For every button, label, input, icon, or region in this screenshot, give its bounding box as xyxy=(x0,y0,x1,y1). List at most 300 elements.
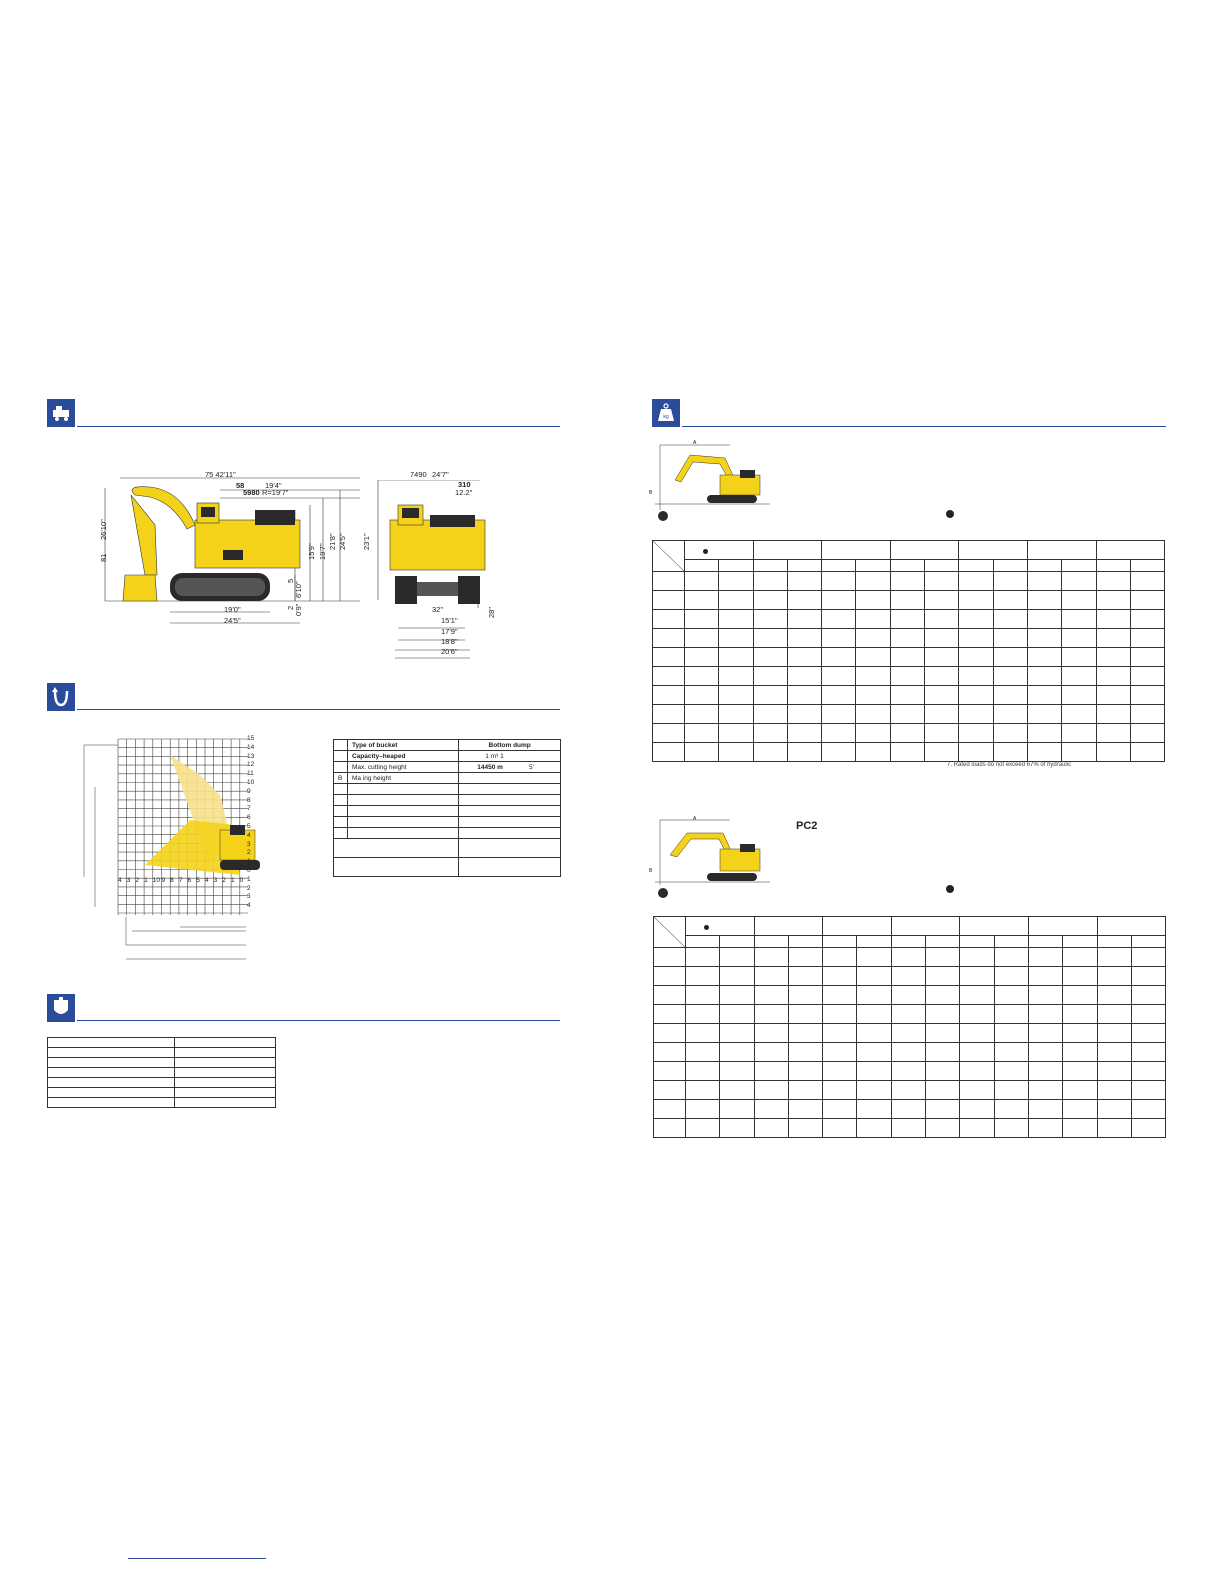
table-cell xyxy=(1130,724,1164,743)
table-cell xyxy=(720,1062,754,1081)
dim-label: 5980 xyxy=(243,488,260,497)
dim-label: 0'9" xyxy=(294,603,303,616)
table-cell xyxy=(959,572,993,591)
table-cell xyxy=(720,1024,754,1043)
table-header-cell xyxy=(1063,936,1097,948)
table-cell xyxy=(686,1024,720,1043)
table-cell xyxy=(822,743,856,762)
table-cell xyxy=(686,948,720,967)
table-row xyxy=(653,648,1165,667)
table-row xyxy=(653,724,1165,743)
lifting-diagram xyxy=(645,815,770,900)
dim-label: 19'7" xyxy=(318,543,327,560)
table-cell xyxy=(993,705,1027,724)
table-cell xyxy=(1130,686,1164,705)
table-cell xyxy=(1027,686,1061,705)
scale-label: 14 xyxy=(247,743,255,751)
table-cell xyxy=(753,648,787,667)
lifting-capacity-table xyxy=(653,916,1166,1138)
table-cell xyxy=(890,572,924,591)
table-cell xyxy=(959,610,993,629)
table-corner xyxy=(654,917,686,948)
table-cell xyxy=(685,724,719,743)
table-header-cell xyxy=(1062,560,1096,572)
table-cell xyxy=(856,667,890,686)
scale-label: 7 xyxy=(178,877,183,884)
table-cell xyxy=(1062,648,1096,667)
load-radius-icon xyxy=(704,925,709,930)
table-cell xyxy=(891,948,925,967)
table-cell xyxy=(788,1100,822,1119)
scale-label: 10 xyxy=(152,877,160,884)
table-cell xyxy=(890,724,924,743)
dim-label: 21'8" xyxy=(328,533,337,550)
dim-label: 12.2" xyxy=(455,488,473,497)
scale-label: 0 xyxy=(247,867,251,874)
table-cell xyxy=(856,686,890,705)
dim-label-a: A xyxy=(693,440,697,446)
dim-label: 7490 xyxy=(410,470,427,479)
table-cell xyxy=(1131,1062,1165,1081)
table-cell xyxy=(653,667,685,686)
table-cell xyxy=(890,667,924,686)
table-cell: Max. cutting height xyxy=(347,762,458,773)
table-cell xyxy=(719,743,753,762)
table-cell xyxy=(685,591,719,610)
front-view-drawing xyxy=(370,480,500,660)
table-cell xyxy=(1097,1043,1131,1062)
table-cell xyxy=(857,1024,891,1043)
table-cell xyxy=(960,967,994,986)
table-cell xyxy=(754,948,788,967)
table-header-cell xyxy=(891,917,960,936)
table-row xyxy=(334,828,561,839)
table-row xyxy=(48,1078,276,1088)
scale-label: 11 xyxy=(247,770,254,778)
table-cell xyxy=(753,705,787,724)
table-header-cell xyxy=(960,936,994,948)
table-cell xyxy=(856,572,890,591)
table-header-cell xyxy=(993,560,1027,572)
table-row xyxy=(334,806,561,817)
table-cell xyxy=(719,648,753,667)
table-cell xyxy=(787,705,821,724)
table-cell xyxy=(653,629,685,648)
table-cell: 14450 m xyxy=(477,763,503,771)
table-cell xyxy=(925,648,959,667)
table-cell xyxy=(720,1005,754,1024)
scale-label: 9 xyxy=(247,787,251,795)
table-cell xyxy=(720,1081,754,1100)
table-cell xyxy=(890,591,924,610)
table-cell xyxy=(787,724,821,743)
table-row xyxy=(48,1038,276,1048)
table-cell xyxy=(1131,1100,1165,1119)
table-row xyxy=(334,858,561,877)
footer-link-line[interactable] xyxy=(128,1558,266,1559)
table-cell: Type of bucket xyxy=(347,740,458,751)
table-cell xyxy=(891,1043,925,1062)
table-cell xyxy=(787,629,821,648)
table-cell xyxy=(926,986,960,1005)
working-range-icon xyxy=(47,683,75,711)
table-header-cell xyxy=(1028,917,1097,936)
section-divider xyxy=(77,709,560,710)
table-cell xyxy=(891,967,925,986)
table-row xyxy=(654,1100,1166,1119)
table-cell xyxy=(685,743,719,762)
table-cell xyxy=(1131,1005,1165,1024)
table-cell xyxy=(685,610,719,629)
dim-label: 15'1" xyxy=(441,616,458,625)
table-header-cell xyxy=(959,541,1028,560)
table-cell xyxy=(1096,629,1130,648)
table-cell xyxy=(719,686,753,705)
table-cell xyxy=(787,743,821,762)
table-cell xyxy=(959,648,993,667)
table-cell xyxy=(857,1100,891,1119)
scale-label: 1 xyxy=(144,877,148,884)
table-cell xyxy=(686,986,720,1005)
table-cell xyxy=(822,610,856,629)
table-header-cell xyxy=(960,917,1029,936)
table-cell xyxy=(654,1119,686,1138)
scale-label: 6 xyxy=(187,877,192,884)
table-row xyxy=(334,795,561,806)
model-label: PC2 xyxy=(796,820,818,832)
scale-label: 2 xyxy=(247,849,251,857)
table-cell xyxy=(960,1081,994,1100)
table-cell xyxy=(1131,986,1165,1005)
scale-label: 10 xyxy=(247,779,255,786)
table-cell xyxy=(685,667,719,686)
table-cell xyxy=(994,1024,1028,1043)
scale-label: 8 xyxy=(170,877,174,884)
scale-label: 8 xyxy=(247,796,251,804)
table-cell xyxy=(857,1062,891,1081)
table-cell xyxy=(653,686,685,705)
scale-label: 5 xyxy=(196,877,200,884)
table-cell: Ma ing height xyxy=(347,773,458,784)
table-cell xyxy=(685,572,719,591)
table-header-cell xyxy=(1027,560,1061,572)
table-cell xyxy=(959,743,993,762)
table-cell xyxy=(654,1100,686,1119)
table-cell xyxy=(720,967,754,986)
table-cell xyxy=(857,986,891,1005)
table-cell xyxy=(1062,743,1096,762)
table-cell xyxy=(994,1081,1028,1100)
table-cell xyxy=(754,967,788,986)
table-cell xyxy=(753,572,787,591)
table-header-cell xyxy=(685,560,719,572)
table-cell xyxy=(1028,1100,1062,1119)
load-radius-icon xyxy=(946,510,954,518)
table-header-cell xyxy=(1097,917,1166,936)
scale-label: 0 xyxy=(239,877,244,884)
table-cell xyxy=(890,610,924,629)
table-row xyxy=(654,1119,1166,1138)
table-cell xyxy=(1063,1100,1097,1119)
table-cell xyxy=(959,686,993,705)
table-cell xyxy=(856,648,890,667)
table-cell xyxy=(823,1119,857,1138)
table-cell xyxy=(1028,948,1062,967)
table-cell xyxy=(686,1100,720,1119)
scale-label: 4 xyxy=(204,877,209,884)
table-cell xyxy=(960,1024,994,1043)
table-cell xyxy=(788,1119,822,1138)
table-cell xyxy=(653,591,685,610)
dim-label: 75 42'11" xyxy=(205,470,236,479)
table-cell xyxy=(1028,967,1062,986)
dim-label: 24'5" xyxy=(338,533,347,550)
table-cell xyxy=(994,1043,1028,1062)
table-cell xyxy=(1130,648,1164,667)
table-row xyxy=(654,1062,1166,1081)
table-header-cell xyxy=(926,936,960,948)
table-cell xyxy=(891,1062,925,1081)
table-cell xyxy=(754,1005,788,1024)
table-cell xyxy=(754,1100,788,1119)
table-cell xyxy=(823,1100,857,1119)
table-cell xyxy=(1097,986,1131,1005)
table-cell xyxy=(823,986,857,1005)
table-cell xyxy=(1063,1062,1097,1081)
table-cell xyxy=(1063,1119,1097,1138)
table-header-cell xyxy=(1028,936,1062,948)
scale-label: 7 xyxy=(247,805,251,813)
table-cell xyxy=(1027,743,1061,762)
table-header-cell xyxy=(788,936,822,948)
table-cell xyxy=(993,743,1027,762)
table-row xyxy=(334,839,561,858)
table-cell xyxy=(857,967,891,986)
table-cell xyxy=(1028,1024,1062,1043)
table-cell xyxy=(1063,1005,1097,1024)
table-row xyxy=(653,705,1165,724)
table-cell xyxy=(1027,591,1061,610)
dim-label: 5 xyxy=(286,578,295,583)
machine-dimensions-icon xyxy=(47,399,75,427)
table-cell xyxy=(654,1081,686,1100)
scale-label: 2 xyxy=(135,877,139,884)
table-cell xyxy=(823,1005,857,1024)
table-row xyxy=(654,986,1166,1005)
table-cell xyxy=(654,1043,686,1062)
table-cell xyxy=(823,1062,857,1081)
table-row xyxy=(654,967,1166,986)
table-cell xyxy=(993,686,1027,705)
table-cell xyxy=(1130,667,1164,686)
table-cell xyxy=(1096,705,1130,724)
table-cell xyxy=(994,948,1028,967)
table-cell xyxy=(1028,1081,1062,1100)
table-cell xyxy=(959,629,993,648)
scale-label: 4 xyxy=(247,902,251,910)
table-cell xyxy=(753,667,787,686)
table-header-cell xyxy=(823,936,857,948)
dim-label: 28" xyxy=(487,606,496,618)
table-cell xyxy=(753,724,787,743)
table-cell xyxy=(823,948,857,967)
table-cell xyxy=(653,724,685,743)
table-cell xyxy=(856,743,890,762)
dim-label: 23'1" xyxy=(362,533,371,550)
table-header-cell xyxy=(787,560,821,572)
svg-text:kg: kg xyxy=(663,414,669,420)
lifting-diagram xyxy=(645,440,770,525)
table-header-cell xyxy=(959,560,993,572)
table-row xyxy=(654,1081,1166,1100)
dim-label: 6'10" xyxy=(294,581,303,598)
table-row xyxy=(653,743,1165,762)
table-cell xyxy=(720,1119,754,1138)
table-header-row xyxy=(654,917,1166,936)
table-cell xyxy=(994,1100,1028,1119)
table-cell xyxy=(1097,1005,1131,1024)
table-cell xyxy=(856,705,890,724)
table-row xyxy=(654,948,1166,967)
section-divider xyxy=(77,426,560,427)
table-header-cell xyxy=(685,541,754,560)
scale-label: 1 xyxy=(247,875,251,883)
table-cell xyxy=(1027,572,1061,591)
dim-label: 15'9" xyxy=(307,543,316,560)
table-row xyxy=(48,1058,276,1068)
table-cell xyxy=(1062,572,1096,591)
lifting-capacity-table xyxy=(652,540,1165,762)
scale-label: 1 xyxy=(230,877,235,884)
table-cell xyxy=(823,1081,857,1100)
dim-label: 24'7" xyxy=(432,470,449,479)
bucket-table xyxy=(47,1037,276,1108)
table-cell xyxy=(1096,743,1130,762)
table-cell xyxy=(1062,610,1096,629)
scale-label: 13 xyxy=(247,752,255,760)
table-cell xyxy=(654,1062,686,1081)
table-header-cell xyxy=(891,936,925,948)
table-cell xyxy=(994,986,1028,1005)
table-cell xyxy=(788,1024,822,1043)
table-cell xyxy=(857,948,891,967)
section-divider xyxy=(77,1020,560,1021)
table-cell xyxy=(891,1081,925,1100)
table-cell: 5' xyxy=(528,763,534,771)
table-cell xyxy=(1096,591,1130,610)
table-cell xyxy=(686,1081,720,1100)
table-cell xyxy=(653,610,685,629)
table-cell xyxy=(857,1043,891,1062)
table-cell xyxy=(685,648,719,667)
table-cell xyxy=(960,1119,994,1138)
table-cell xyxy=(720,1043,754,1062)
dim-label-a: A xyxy=(693,816,697,822)
table-cell xyxy=(1097,1062,1131,1081)
table-row xyxy=(334,740,561,751)
table-cell xyxy=(1097,948,1131,967)
table-cell xyxy=(822,648,856,667)
table-cell xyxy=(787,667,821,686)
table-cell xyxy=(754,1043,788,1062)
table-cell xyxy=(1062,591,1096,610)
load-radius-icon xyxy=(703,549,708,554)
table-cell xyxy=(925,572,959,591)
table-cell xyxy=(1062,724,1096,743)
table-cell xyxy=(653,572,685,591)
table-cell xyxy=(686,1062,720,1081)
lifting-capacity-icon xyxy=(652,399,680,427)
table-cell xyxy=(960,1043,994,1062)
table-cell: B xyxy=(334,773,348,784)
table-header-cell xyxy=(686,936,720,948)
table-cell xyxy=(1130,610,1164,629)
table-cell xyxy=(654,1005,686,1024)
table-cell xyxy=(1028,986,1062,1005)
section-divider xyxy=(682,426,1166,427)
table-row xyxy=(334,762,561,773)
table-cell xyxy=(685,686,719,705)
table-header-cell xyxy=(754,936,788,948)
dim-label: 310 xyxy=(458,480,471,489)
scale-label: 4 xyxy=(118,877,122,884)
table-cell xyxy=(720,948,754,967)
table-cell xyxy=(993,667,1027,686)
table-cell xyxy=(1063,967,1097,986)
table-cell xyxy=(823,1024,857,1043)
scale-label: 2 xyxy=(247,884,251,892)
table-cell xyxy=(1131,967,1165,986)
table-cell xyxy=(685,629,719,648)
table-cell xyxy=(654,948,686,967)
table-header-cell xyxy=(1096,560,1130,572)
dim-label: 24'5" xyxy=(224,616,241,625)
table-cell xyxy=(890,648,924,667)
grid-bottom-scale xyxy=(118,877,248,884)
table-cell xyxy=(754,986,788,1005)
table-cell xyxy=(960,1062,994,1081)
scale-label: 3 xyxy=(126,877,131,884)
table-cell xyxy=(891,1119,925,1138)
table-cell xyxy=(993,610,1027,629)
table-header-cell xyxy=(822,541,891,560)
table-cell xyxy=(890,705,924,724)
table-cell xyxy=(994,967,1028,986)
table-header-cell xyxy=(1096,541,1165,560)
table-cell xyxy=(686,1043,720,1062)
table-cell xyxy=(1131,1081,1165,1100)
table-cell xyxy=(891,1100,925,1119)
table-cell xyxy=(925,705,959,724)
table-cell xyxy=(1096,686,1130,705)
table-cell: Capacity–heaped xyxy=(347,751,458,762)
table-cell xyxy=(822,705,856,724)
table-cell xyxy=(926,1024,960,1043)
table-cell xyxy=(753,591,787,610)
table-cell xyxy=(822,724,856,743)
table-cell xyxy=(754,1024,788,1043)
scale-label: 3 xyxy=(247,893,251,901)
table-cell xyxy=(1097,1081,1131,1100)
table-cell xyxy=(719,591,753,610)
table-cell xyxy=(1130,629,1164,648)
table-cell xyxy=(1028,1062,1062,1081)
table-cell xyxy=(788,1043,822,1062)
table-header-cell xyxy=(719,560,753,572)
table-header-row xyxy=(653,541,1165,560)
table-header-cell xyxy=(1027,541,1096,560)
table-cell xyxy=(926,1043,960,1062)
